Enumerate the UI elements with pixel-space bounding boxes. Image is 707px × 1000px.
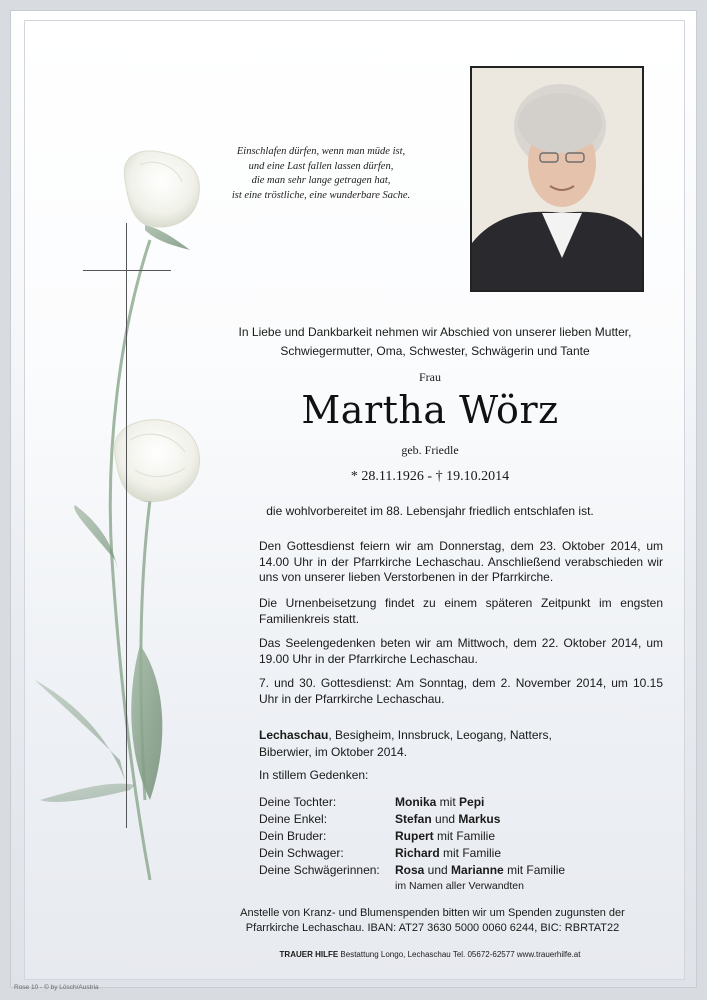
urn-paragraph: Die Urnenbeisetzung findet zu einem späteren Zeitpunkt im engsten Familienkreis statt. — [259, 596, 663, 626]
family-member-name: Monika — [395, 795, 437, 809]
family-relation: Deine Enkel: — [259, 812, 328, 826]
salutation: Frau — [419, 370, 441, 384]
funeral-home-info: Bestattung Longo, Lechaschau Tel. 05672-62577 www.trauerhilfe.at — [338, 950, 581, 959]
family-relation: Dein Bruder: — [259, 829, 327, 843]
passing-statement: die wohlvorbereitet im 88. Lebensjahr friedlich entschlafen ist. — [266, 504, 594, 518]
poem-line: Einschlafen dürfen, wenn man müde ist, — [236, 146, 406, 157]
family-connector: mit Familie — [433, 829, 496, 843]
cross-icon — [126, 223, 127, 828]
donation-line: Pfarrkirche Lechaschau. IBAN: AT27 3630 5000 0060 6244, BIC: RBRTAT22 — [245, 921, 620, 934]
portrait-photo-icon — [470, 66, 644, 292]
family-relation: Deine Tochter: — [259, 795, 337, 809]
family-member-name: Richard — [395, 846, 440, 860]
family-names — [395, 846, 501, 860]
birth-name: geb. Friedle — [401, 443, 459, 457]
places-line2: Biberwier, im Oktober 2014. — [259, 745, 408, 759]
mass-paragraph: 7. und 30. Gottesdienst: Am Sonntag, dem 2. November 2014, um 10.15 Uhr in der Pfarrkirche Lechaschau. — [259, 676, 663, 706]
image-credit: Rose 10 - © by Lösch/Austria — [14, 984, 99, 991]
family-member-name: Rupert — [395, 829, 434, 843]
intro-text — [205, 323, 665, 361]
family-names — [395, 863, 565, 877]
places-rest: , Besigheim, Innsbruck, Leogang, Natters, — [328, 728, 552, 742]
family-names — [395, 795, 484, 809]
poem-line: die man sehr lange getragen hat, — [251, 175, 391, 186]
remembrance-paragraph: Das Seelengedenken beten wir am Mittwoch, dem 22. Oktober 2014, um 19.00 Uhr in der Pfarrkirche Lechaschau. — [259, 636, 663, 666]
funeral-home-footer — [190, 950, 670, 959]
family-connector: und — [424, 863, 452, 877]
memorial-heading: In stillem Gedenken: — [259, 768, 369, 782]
intro-line: In Liebe und Dankbarkeit nehmen wir Abschied von unserer lieben Mutter, — [238, 325, 632, 339]
family-relation: Dein Schwager: — [259, 846, 344, 860]
places-date — [259, 727, 559, 761]
family-member-name: Rosa — [395, 863, 425, 877]
deceased-name: Martha Wörz — [301, 388, 559, 432]
poem — [190, 145, 452, 203]
life-dates: * 28.11.1926 - † 19.10.2014 — [350, 469, 510, 484]
place-bold: Lechaschau — [259, 728, 329, 742]
family-relation: Deine Schwägerinnen: — [259, 863, 380, 877]
family-connector: mit Familie — [503, 863, 566, 877]
family-names — [395, 812, 500, 826]
family-member-name: Pepi — [459, 795, 485, 809]
family-member-name: Stefan — [395, 812, 432, 826]
poem-line: und eine Last fallen lassen dürfen, — [248, 160, 394, 172]
family-member-name: Markus — [458, 812, 501, 826]
intro-line: Schwiegermutter, Oma, Schwester, Schwägerin und Tante — [280, 344, 590, 358]
poem-line: ist eine tröstliche, eine wunderbare Sache. — [231, 189, 411, 201]
donation-note — [200, 906, 665, 935]
family-names — [395, 829, 495, 843]
funeral-home-brand: TRAUER HILFE — [279, 950, 339, 959]
donation-line: Anstelle von Kranz- und Blumenspenden bitten wir um Spenden zugunsten der — [240, 907, 625, 919]
service-paragraph: Den Gottesdienst feiern wir am Donnerstag, dem 23. Oktober 2014, um 14.00 Uhr in der Pfarrkirche Lechaschau. Anschließend verabschieden wir uns von unserer lieben Verstorbenen in der Pfarrkirche. — [259, 539, 663, 584]
family-member-name: Marianne — [451, 863, 504, 877]
family-connector: mit — [436, 795, 460, 809]
cross-icon-bar — [83, 270, 171, 271]
family-connector: und — [431, 812, 459, 826]
family-connector: mit Familie — [439, 846, 502, 860]
relatives-note: im Namen aller Verwandten — [395, 880, 524, 892]
